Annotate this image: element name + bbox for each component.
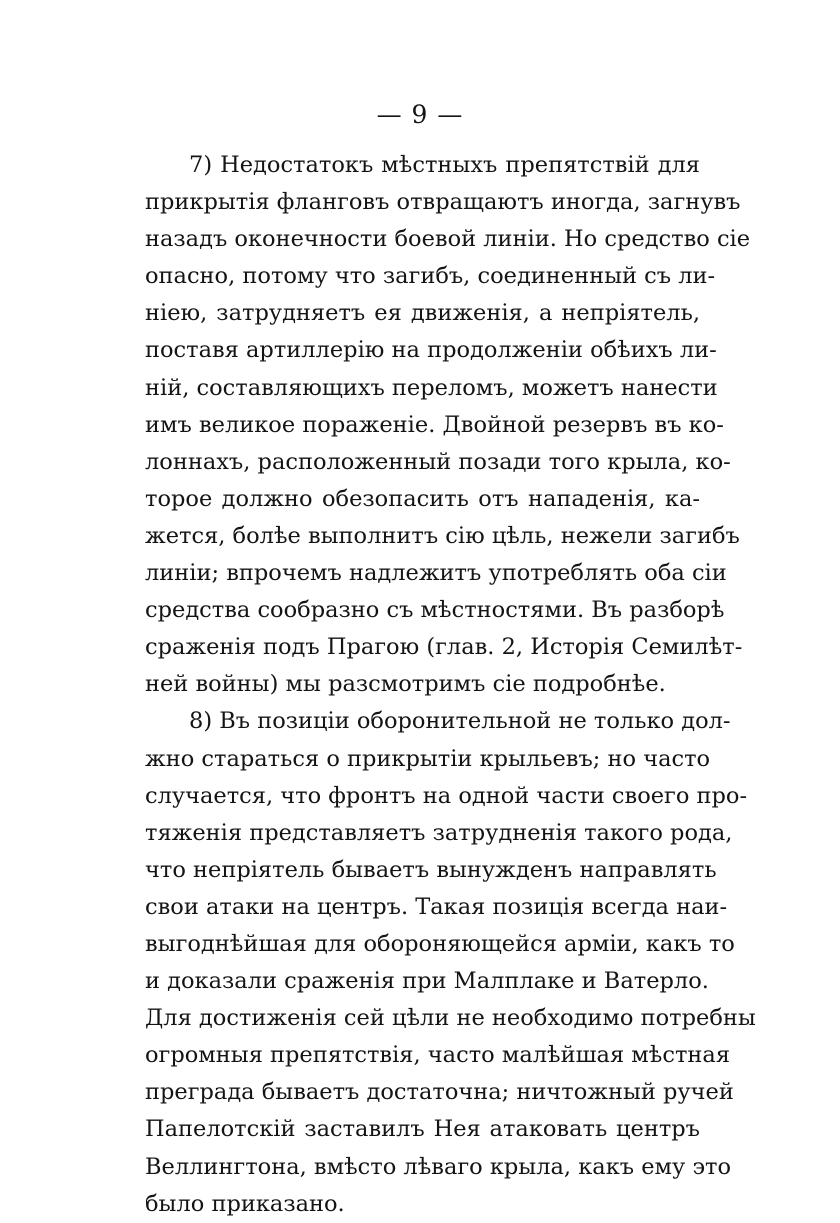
text-line: Веллингтона, вмѣсто лѣваго крыла, какъ ему это (145, 1153, 732, 1180)
text-line: 8) Въ позиціи оборонительной не только дол- (189, 708, 731, 735)
text-line: Папелотскій заставилъ Нея атаковать центръ (145, 1116, 700, 1143)
text-line: ній, составляющихъ переломъ, можетъ нанести (145, 374, 718, 401)
text-line: лоннахъ, расположенный позади того крыла, ко- (145, 448, 731, 475)
text-line: выгоднѣйшая для обороняющейся арміи, какъ то (145, 930, 735, 957)
text-line: было приказано. (145, 1190, 345, 1217)
text-line: линіи; впрочемъ надлежитъ употреблять оба сіи (145, 560, 727, 587)
text-line: имъ великое пораженіе. Двойной резервъ въ ко- (145, 411, 724, 438)
text-line: случается, что фронтъ на одной части своего про- (145, 782, 748, 809)
text-line: торое должно обезопасить отъ нападенія, ка- (145, 485, 700, 512)
text-line: Для достиженія сей цѣли не необходимо потребны (145, 1005, 756, 1032)
text-line: сраженія подъ Прагою (глав. 2, Исторія Семилѣт- (145, 634, 743, 661)
text-line: ней войны) мы разсмотримъ сіе подробнѣе. (145, 671, 666, 698)
paragraph-7 (145, 147, 751, 703)
text-line: опасно, потому что загибъ, соединенный съ ли- (145, 263, 716, 290)
body-text (145, 147, 756, 1223)
text-line: и доказали сраженія при Малплаке и Ватерло. (145, 968, 709, 995)
text-line: прикрытія фланговъ отвращаютъ иногда, загнувъ (145, 189, 741, 216)
text-line: преграда бываетъ достаточна; ничтожный ручей (145, 1079, 734, 1106)
text-line: свои атаки на центръ. Такая позиція всегда наи- (145, 893, 728, 920)
text-line: назадъ оконечности боевой линіи. Но средство сіе (145, 226, 751, 253)
paragraph-8 (145, 703, 756, 1222)
text-line: жно стараться о прикрытіи крыльевъ; но часто (145, 745, 711, 772)
text-line: средства сообразно съ мѣстностями. Въ разборѣ (145, 597, 725, 624)
text-line: поставя артиллерію на продолженіи обѣихъ ли- (145, 337, 717, 364)
text-line: огромныя препятствія, часто малѣйшая мѣстная (145, 1042, 731, 1069)
page-number: — 9 — (376, 100, 464, 129)
text-line: тяженія представляетъ затрудненія такого рода, (145, 819, 733, 846)
text-line: 7) Недостатокъ мѣстныхъ препятствій для (189, 152, 700, 178)
text-line: жется, болѣе выполнитъ сію цѣль, нежели загибъ (145, 522, 740, 549)
text-line: что непріятель бываетъ вынужденъ направлять (145, 856, 717, 883)
text-line: ніею, затрудняетъ ея движенія, а непріятель, (145, 300, 700, 327)
